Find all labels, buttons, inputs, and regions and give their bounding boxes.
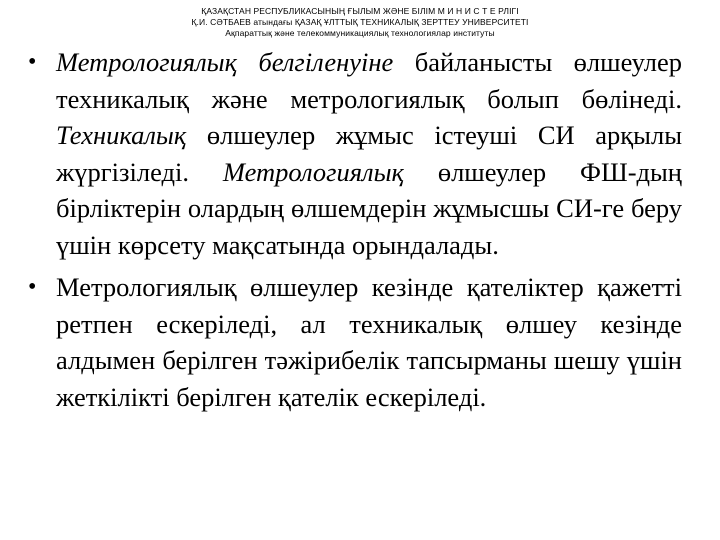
bullet-icon: •: [28, 274, 37, 300]
bullet-text-segment: байланысты өлшеулер техникалық және метрологиялық болып бөлінеді.: [56, 47, 682, 114]
institution-header: [0, 6, 720, 39]
bullet-text-segment: Техникалық: [56, 120, 187, 150]
ministry-line: ҚАЗАҚСТАН РЕСПУБЛИКАСЫНЫҢ ҒЫЛЫМ ЖӘНЕ БІЛІМ М И Н И С Т Е РЛІГІ: [201, 6, 519, 16]
bullet-item-2: [22, 269, 682, 415]
bullet-item-1: [22, 44, 682, 263]
bullet-text-segment: Метрологиялық өлшеулер кезінде қателіктер қажетті ретпен ескеріледі, ал техникалық өлшеу кезінде алдымен берілген тәжірибелік тапсырманы шешу үшін жеткілікті берілген қателік ескеріледі.: [56, 272, 682, 412]
bullet-icon: •: [28, 49, 37, 75]
slide-body: [22, 44, 682, 415]
bullet-text-segment: Метрологиялық: [222, 156, 404, 187]
bullet-text-segment: өлшеулер жұмыс істеуші СИ арқылы жүргізіледі.: [56, 120, 682, 187]
bullet-text-segment: Метрологиялық белгіленуіне: [56, 47, 394, 77]
bullet-text-segment: өлшеулер ФШ-дың бірліктерін олардың өлшемдерін жұмысшы СИ-ге беру үшін көрсету мақсатында орындалады.: [56, 156, 682, 260]
institute-line: Ақпараттық және телекоммуникациялық технологиялар институты: [225, 28, 495, 38]
university-line: Қ.И. СӘТБАЕВ атындағы ҚАЗАҚ ҰЛТТЫҚ ТЕХНИКАЛЫҚ ЗЕРТТЕУ УНИВЕРСИТЕТІ: [191, 17, 529, 27]
